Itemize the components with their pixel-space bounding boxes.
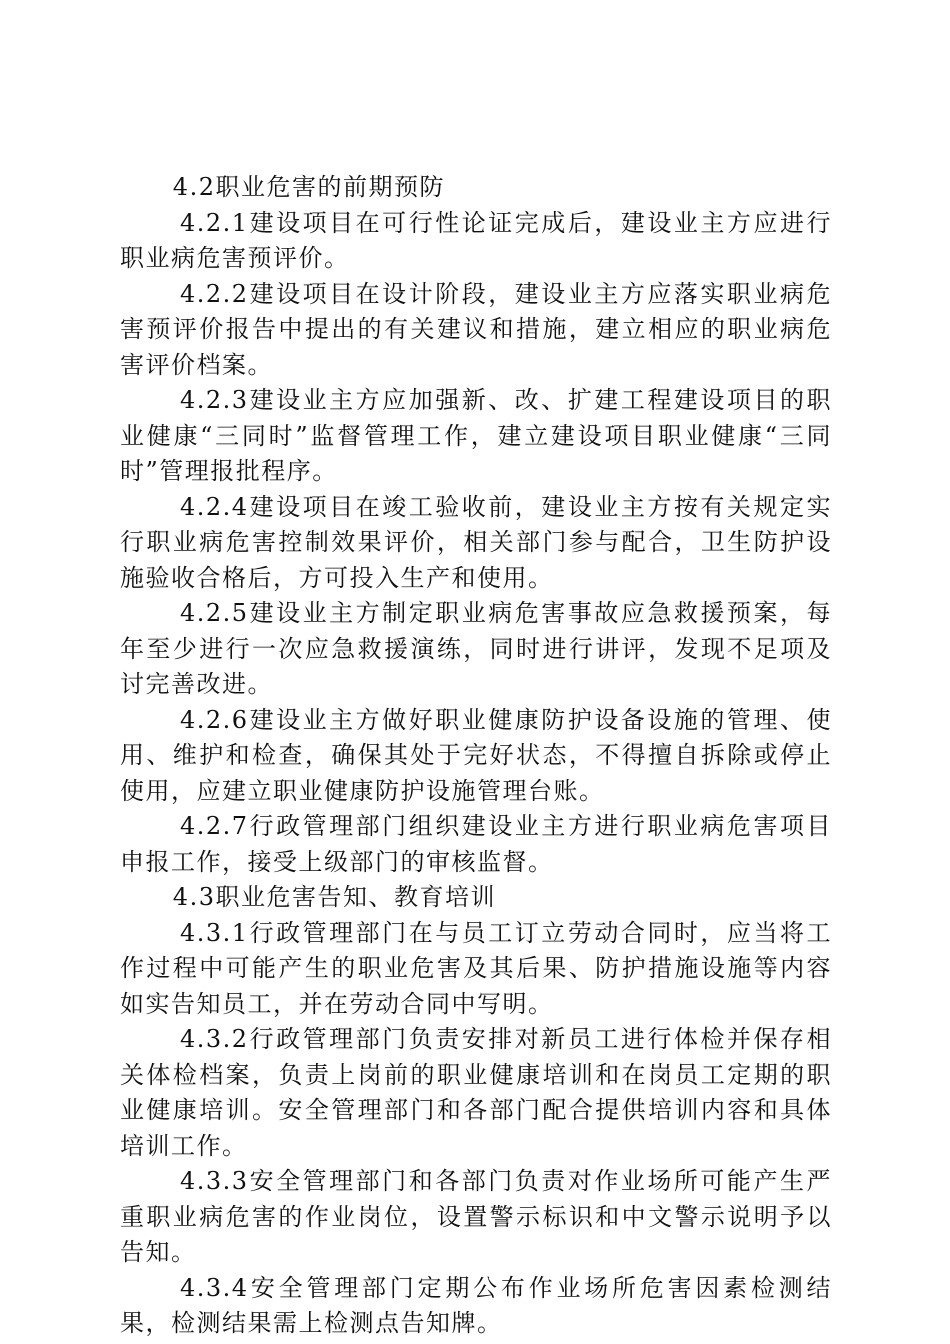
paragraph-4-2-1: 4.2.1建设项目在可行性论证完成后，建设业主方应进行职业病危害预评价。	[120, 208, 832, 272]
document-body	[120, 170, 832, 1342]
paragraph-4-2-2: 4.2.2建设项目在设计阶段，建设业主方应落实职业病危害预评价报告中提出的有关建议和措施，建立相应的职业病危害评价档案。	[120, 279, 832, 379]
paragraph-4-2-6: 4.2.6建设业主方做好职业健康防护设备设施的管理、使用、维护和检查，确保其处于完好状态，不得擅自拆除或停止使用，应建立职业健康防护设施管理台账。	[120, 705, 832, 805]
paragraph-4-3-3: 4.3.3安全管理部门和各部门负责对作业场所可能产生严重职业病危害的作业岗位，设置警示标识和中文警示说明予以告知。	[120, 1167, 832, 1266]
section-heading-4-3: 4.3职业危害告知、教育培训	[172, 883, 496, 911]
paragraph-4-2-5: 4.2.5建设业主方制定职业病危害事故应急救援预案，每年至少进行一次应急救援演练，同时进行讲评，发现不足项及讨完善改进。	[120, 599, 832, 698]
paragraph-4-2-3: 4.2.3建设业主方应加强新、改、扩建工程建设项目的职业健康“三同时”监督管理工作，建立建设项目职业健康“三同时”管理报批程序。	[120, 386, 832, 485]
paragraph-4-3-1: 4.3.1行政管理部门在与员工订立劳动合同时，应当将工作过程中可能产生的职业危害及其后果、防护措施设施等内容如实告知员工，并在劳动合同中写明。	[120, 918, 832, 1018]
paragraph-4-3-2: 4.3.2行政管理部门负责安排对新员工进行体检并保存相关体检档案，负责上岗前的职业健康培训和在岗员工定期的职业健康培训。安全管理部门和各部门配合提供培训内容和具体培训工作。	[120, 1025, 832, 1160]
section-heading-4-2: 4.2职业危害的前期预防	[172, 173, 445, 201]
paragraph-4-2-4: 4.2.4建设项目在竣工验收前，建设业主方按有关规定实行职业病危害控制效果评价，相关部门参与配合，卫生防护设施验收合格后，方可投入生产和使用。	[120, 492, 832, 592]
paragraph-4-2-7: 4.2.7行政管理部门组织建设业主方进行职业病危害项目申报工作，接受上级部门的审核监督。	[120, 812, 832, 876]
paragraph-4-3-4: 4.3.4安全管理部门定期公布作业场所危害因素检测结果，检测结果需上检测点告知牌。	[120, 1273, 832, 1337]
